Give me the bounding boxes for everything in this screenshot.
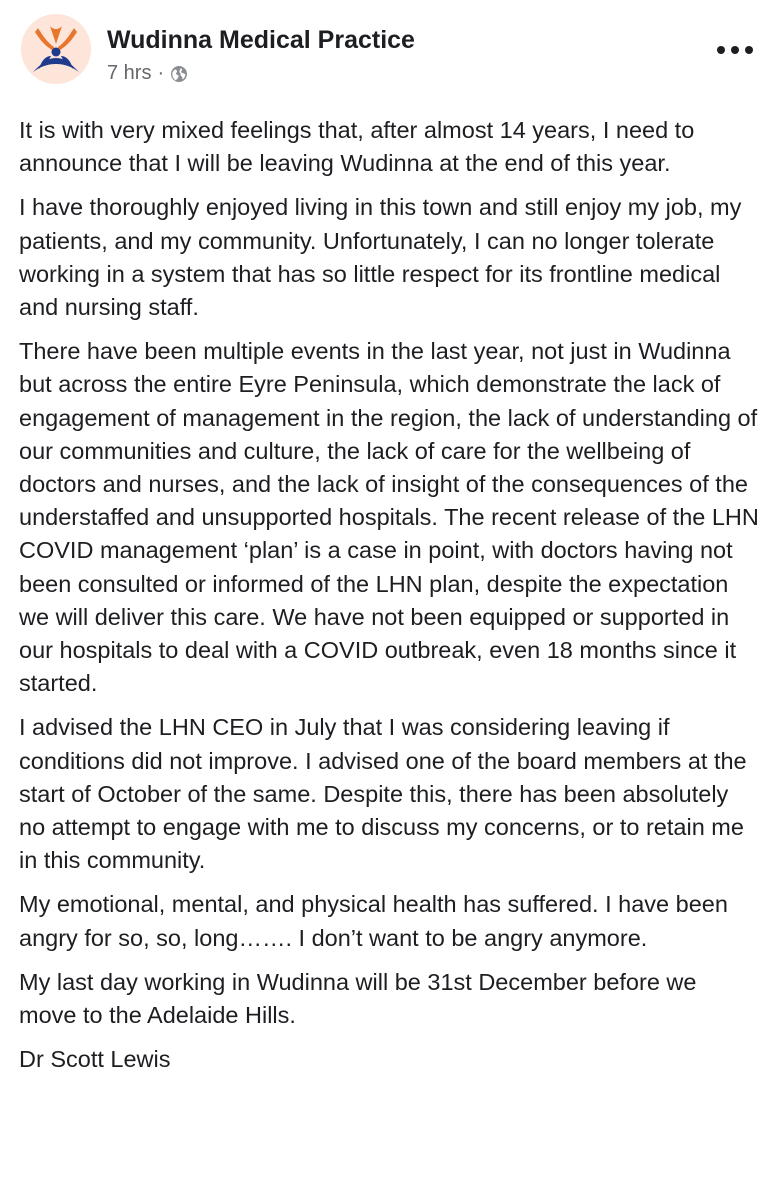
post-message — [19, 114, 759, 1087]
post-paragraph: I advised the LHN CEO in July that I was considering leaving if conditions did not improve. I advised one of the board members at the start of October of the same. Despite this, there has been absolutely no attempt to engage with me to discuss my concerns, or to retain me in this community. — [19, 714, 747, 874]
meta-separator: · — [157, 62, 165, 84]
post-paragraph: I have thoroughly enjoyed living in this town and still enjoy my job, my patients, and my community. Unfortunately, I can no longer tolerate working in a system that has so little respect for its frontline medical and nursing staff. — [19, 194, 742, 321]
post-paragraph: There have been multiple events in the last year, not just in Wudinna but across the entire Eyre Peninsula, which demonstrate the lack of engagement of management in the region, the lack of understanding of our communities and culture, the lack of care for the wellbeing of doctors and nurses, and the lack of insight of the consequences of the understaffed and unsupported hospitals. The recent release of the LHN COVID management ‘plan’ is a case in point, with doctors having not been consulted or informed of the LHN plan, despite the expectation we will deliver this care. We have not been equipped or supported in our hospitals to deal with a COVID outbreak, even 18 months since it started. — [19, 338, 759, 697]
post-timestamp[interactable]: 7 hrs — [107, 62, 152, 84]
post-paragraph: My emotional, mental, and physical health has suffered. I have been angry for so, so, long……. I don’t want to be angry anymore. — [19, 891, 728, 951]
page-avatar[interactable] — [21, 14, 91, 84]
post-meta — [107, 62, 188, 85]
post-header — [0, 0, 773, 100]
more-options-button[interactable] — [712, 32, 758, 68]
more-options-icon — [712, 32, 758, 68]
post-signature: Dr Scott Lewis — [19, 1046, 171, 1073]
post-paragraph: It is with very mixed feelings that, after almost 14 years, I need to announce that I will be leaving Wudinna at the end of this year. — [19, 117, 695, 177]
practice-logo-icon — [21, 14, 91, 84]
globe-icon[interactable] — [170, 65, 188, 83]
post-paragraph: My last day working in Wudinna will be 31st December before we move to the Adelaide Hills. — [19, 968, 697, 1029]
page-name-link[interactable]: Wudinna Medical Practice — [107, 26, 415, 54]
